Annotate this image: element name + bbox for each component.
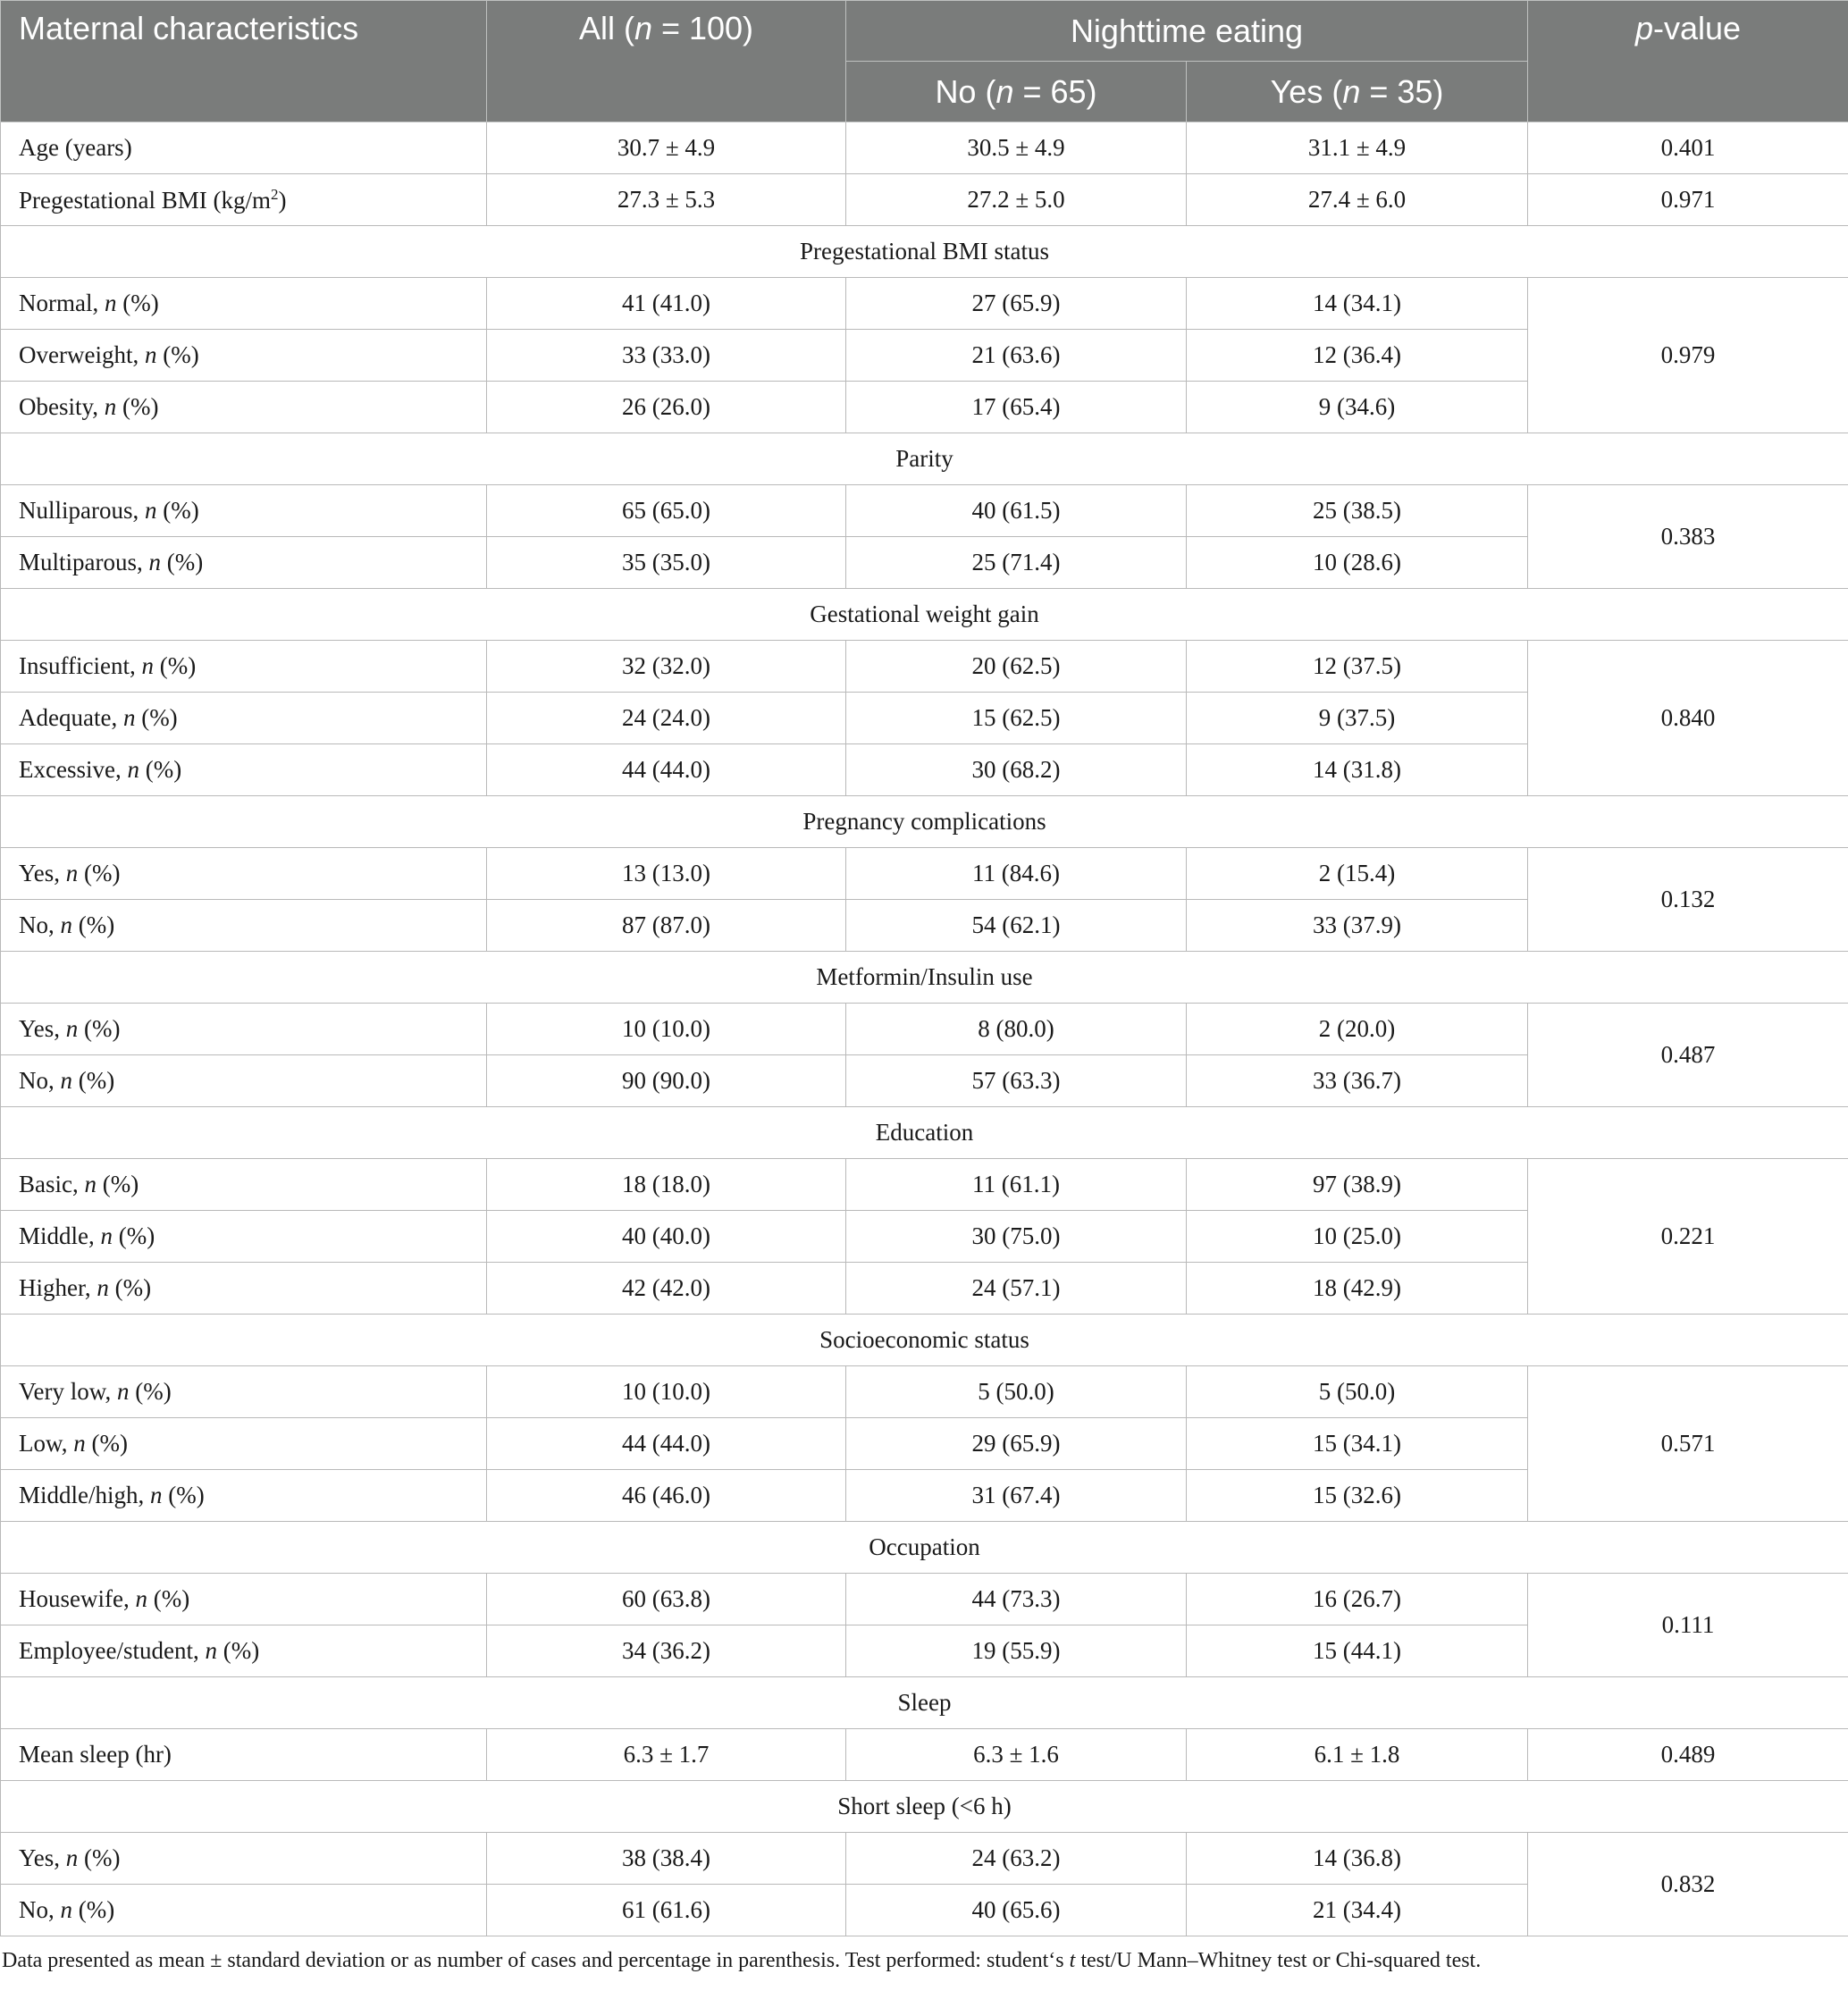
footnote-t: t bbox=[1069, 1949, 1076, 1972]
row-label-text: Yes, bbox=[19, 860, 66, 886]
cell-yes: 31.1 ± 4.9 bbox=[1187, 122, 1528, 174]
section-row bbox=[1, 952, 1848, 1004]
cell-yes: 33 (36.7) bbox=[1187, 1055, 1528, 1107]
cell-p-value: 0.383 bbox=[1528, 485, 1848, 589]
row-label bbox=[1, 744, 487, 796]
row-label-pct: (%) bbox=[147, 1585, 190, 1612]
section-title: Metformin/Insulin use bbox=[1, 952, 1848, 1004]
row-label-n: n bbox=[104, 290, 117, 316]
row-label-text: No, bbox=[19, 1067, 61, 1094]
cell-yes: 6.1 ± 1.8 bbox=[1187, 1729, 1528, 1781]
cell-no: 15 (62.5) bbox=[846, 693, 1187, 744]
table-row bbox=[1, 1833, 1848, 1885]
row-label-n: n bbox=[127, 756, 139, 783]
header-maternal-characteristics: Maternal characteristics bbox=[1, 1, 487, 122]
table-row bbox=[1, 641, 1848, 693]
cell-yes: 14 (31.8) bbox=[1187, 744, 1528, 796]
section-row bbox=[1, 589, 1848, 641]
section-title: Parity bbox=[1, 433, 1848, 485]
cell-yes: 10 (28.6) bbox=[1187, 537, 1528, 589]
row-label-pct: (%) bbox=[156, 497, 199, 524]
row-label-n: n bbox=[97, 1274, 109, 1301]
row-label-n: n bbox=[135, 1585, 147, 1612]
cell-yes: 21 (34.4) bbox=[1187, 1885, 1528, 1936]
row-label-pct: (%) bbox=[129, 1378, 172, 1405]
row-label-n: n bbox=[116, 1378, 130, 1405]
cell-yes: 15 (44.1) bbox=[1187, 1625, 1528, 1677]
cell-p-value: 0.221 bbox=[1528, 1159, 1848, 1315]
row-label bbox=[1, 330, 487, 382]
row-label-text: Adequate, bbox=[19, 704, 123, 731]
cell-yes: 9 (34.6) bbox=[1187, 382, 1528, 433]
section-row bbox=[1, 226, 1848, 278]
table-row bbox=[1, 485, 1848, 537]
table-footnote bbox=[0, 1936, 1848, 1973]
cell-no: 5 (50.0) bbox=[846, 1366, 1187, 1418]
section-title: Pregestational BMI status bbox=[1, 226, 1848, 278]
cell-all: 41 (41.0) bbox=[487, 278, 846, 330]
section-row bbox=[1, 1677, 1848, 1729]
cell-all: 42 (42.0) bbox=[487, 1263, 846, 1315]
row-label-text: Employee/student, bbox=[19, 1637, 206, 1664]
cell-all: 10 (10.0) bbox=[487, 1366, 846, 1418]
section-title: Gestational weight gain bbox=[1, 589, 1848, 641]
row-label bbox=[1, 1055, 487, 1107]
row-label-text: Yes, bbox=[19, 1015, 66, 1042]
cell-all: 90 (90.0) bbox=[487, 1055, 846, 1107]
row-label-pct: (%) bbox=[156, 341, 199, 368]
row-label bbox=[1, 848, 487, 900]
cell-all: 32 (32.0) bbox=[487, 641, 846, 693]
row-label bbox=[1, 900, 487, 952]
row-label-n: n bbox=[60, 911, 72, 938]
cell-yes: 25 (38.5) bbox=[1187, 485, 1528, 537]
cell-all: 34 (36.2) bbox=[487, 1625, 846, 1677]
cell-yes: 33 (37.9) bbox=[1187, 900, 1528, 952]
row-label bbox=[1, 382, 487, 433]
cell-p-value: 0.401 bbox=[1528, 122, 1848, 174]
header-all bbox=[487, 1, 846, 122]
header-row-1 bbox=[1, 1, 1848, 62]
header-p-rest: -value bbox=[1653, 10, 1742, 46]
row-label-pct: (%) bbox=[78, 1844, 121, 1871]
row-label bbox=[1, 641, 487, 693]
cell-no: 29 (65.9) bbox=[846, 1418, 1187, 1470]
row-label-text: Normal, bbox=[19, 290, 105, 316]
row-label-n: n bbox=[60, 1896, 72, 1923]
row-label-pct: (%) bbox=[72, 1067, 115, 1094]
cell-all: 44 (44.0) bbox=[487, 744, 846, 796]
row-label bbox=[1, 1470, 487, 1522]
cell-yes: 12 (37.5) bbox=[1187, 641, 1528, 693]
row-label-text: Middle/high, bbox=[19, 1482, 150, 1508]
cell-p-value: 0.489 bbox=[1528, 1729, 1848, 1781]
cell-no: 20 (62.5) bbox=[846, 641, 1187, 693]
header-p-value bbox=[1528, 1, 1848, 122]
row-label-n: n bbox=[148, 549, 161, 575]
cell-all: 35 (35.0) bbox=[487, 537, 846, 589]
row-label bbox=[1, 1211, 487, 1263]
cell-no: 11 (61.1) bbox=[846, 1159, 1187, 1211]
row-label bbox=[1, 1885, 487, 1936]
cell-all: 24 (24.0) bbox=[487, 693, 846, 744]
cell-p-value: 0.111 bbox=[1528, 1574, 1848, 1677]
row-label bbox=[1, 1366, 487, 1418]
row-label-end: ) bbox=[278, 186, 287, 214]
cell-yes: 2 (15.4) bbox=[1187, 848, 1528, 900]
row-label-text: Basic, bbox=[19, 1171, 85, 1197]
cell-yes: 12 (36.4) bbox=[1187, 330, 1528, 382]
row-label bbox=[1, 174, 487, 226]
row-label bbox=[1, 1833, 487, 1885]
section-row bbox=[1, 1522, 1848, 1574]
row-label-n: n bbox=[104, 393, 117, 420]
cell-no: 11 (84.6) bbox=[846, 848, 1187, 900]
header-no-prefix: No ( bbox=[935, 72, 996, 110]
row-label-n: n bbox=[150, 1482, 163, 1508]
cell-yes: 14 (34.1) bbox=[1187, 278, 1528, 330]
row-label-pct: (%) bbox=[116, 393, 159, 420]
row-label-text: No, bbox=[19, 1896, 61, 1923]
row-label-pct: (%) bbox=[108, 1274, 152, 1301]
section-title: Occupation bbox=[1, 1522, 1848, 1574]
section-title: Pregnancy complications bbox=[1, 796, 1848, 848]
cell-no: 30 (68.2) bbox=[846, 744, 1187, 796]
header-no-suffix: = 65) bbox=[1013, 72, 1097, 110]
row-label-text: Excessive, bbox=[19, 756, 128, 783]
table-row bbox=[1, 122, 1848, 174]
section-row bbox=[1, 1315, 1848, 1366]
row-label-n: n bbox=[65, 1844, 79, 1871]
row-label bbox=[1, 537, 487, 589]
cell-no: 24 (57.1) bbox=[846, 1263, 1187, 1315]
cell-no: 27 (65.9) bbox=[846, 278, 1187, 330]
header-all-suffix: = 100) bbox=[651, 10, 754, 46]
section-title: Socioeconomic status bbox=[1, 1315, 1848, 1366]
cell-no: 31 (67.4) bbox=[846, 1470, 1187, 1522]
row-label-pct: (%) bbox=[85, 1430, 128, 1457]
row-label-text: Obesity, bbox=[19, 393, 105, 420]
row-label bbox=[1, 693, 487, 744]
row-label-n: n bbox=[205, 1637, 217, 1664]
cell-yes: 9 (37.5) bbox=[1187, 693, 1528, 744]
table-row bbox=[1, 1729, 1848, 1781]
table-row bbox=[1, 1004, 1848, 1055]
row-label bbox=[1, 1159, 487, 1211]
row-label: Mean sleep (hr) bbox=[1, 1729, 487, 1781]
row-label-text: Overweight, bbox=[19, 341, 145, 368]
table-row bbox=[1, 848, 1848, 900]
cell-all: 6.3 ± 1.7 bbox=[487, 1729, 846, 1781]
row-label-text: Housewife, bbox=[19, 1585, 136, 1612]
row-label-pct: (%) bbox=[161, 549, 204, 575]
table-row bbox=[1, 1574, 1848, 1625]
row-label-pct: (%) bbox=[72, 1896, 115, 1923]
cell-no: 40 (65.6) bbox=[846, 1885, 1187, 1936]
row-label-pct: (%) bbox=[97, 1171, 139, 1197]
cell-p-value: 0.832 bbox=[1528, 1833, 1848, 1936]
cell-yes: 16 (26.7) bbox=[1187, 1574, 1528, 1625]
table-row bbox=[1, 278, 1848, 330]
cell-all: 40 (40.0) bbox=[487, 1211, 846, 1263]
section-row bbox=[1, 433, 1848, 485]
header-no bbox=[846, 62, 1187, 122]
table-row bbox=[1, 1159, 1848, 1211]
row-label bbox=[1, 1263, 487, 1315]
header-p-italic: p bbox=[1634, 10, 1653, 46]
cell-all: 44 (44.0) bbox=[487, 1418, 846, 1470]
row-label bbox=[1, 1004, 487, 1055]
header-all-n: n bbox=[634, 10, 652, 46]
cell-all: 61 (61.6) bbox=[487, 1885, 846, 1936]
header-yes bbox=[1187, 62, 1528, 122]
row-label-pct: (%) bbox=[162, 1482, 205, 1508]
cell-all: 65 (65.0) bbox=[487, 485, 846, 537]
section-row bbox=[1, 1107, 1848, 1159]
row-label-text: Multiparous, bbox=[19, 549, 149, 575]
row-label bbox=[1, 1418, 487, 1470]
row-label-n: n bbox=[60, 1067, 72, 1094]
row-label-n: n bbox=[73, 1430, 86, 1457]
cell-p-value: 0.487 bbox=[1528, 1004, 1848, 1107]
cell-all: 18 (18.0) bbox=[487, 1159, 846, 1211]
footnote-text-post: test/U Mann–Whitney test or Chi-squared test. bbox=[1075, 1949, 1482, 1972]
cell-yes: 97 (38.9) bbox=[1187, 1159, 1528, 1211]
row-label-pct: (%) bbox=[139, 756, 182, 783]
section-row bbox=[1, 1781, 1848, 1833]
table-row bbox=[1, 174, 1848, 226]
row-label-n: n bbox=[141, 652, 154, 679]
row-label-pct: (%) bbox=[216, 1637, 260, 1664]
row-label-text: No, bbox=[19, 911, 61, 938]
cell-no: 30.5 ± 4.9 bbox=[846, 122, 1187, 174]
row-label-n: n bbox=[122, 704, 136, 731]
cell-no: 24 (63.2) bbox=[846, 1833, 1187, 1885]
cell-no: 6.3 ± 1.6 bbox=[846, 1729, 1187, 1781]
row-label-pct: (%) bbox=[116, 290, 159, 316]
row-label-pct: (%) bbox=[135, 704, 178, 731]
row-label: Age (years) bbox=[1, 122, 487, 174]
table-row bbox=[1, 1366, 1848, 1418]
cell-yes: 15 (32.6) bbox=[1187, 1470, 1528, 1522]
row-label-text: Insufficient, bbox=[19, 652, 142, 679]
row-label-n: n bbox=[100, 1222, 113, 1249]
cell-p-value: 0.979 bbox=[1528, 278, 1848, 433]
cell-no: 19 (55.9) bbox=[846, 1625, 1187, 1677]
cell-all: 60 (63.8) bbox=[487, 1574, 846, 1625]
row-label-n: n bbox=[84, 1171, 97, 1197]
cell-p-value: 0.571 bbox=[1528, 1366, 1848, 1522]
header-no-n: n bbox=[995, 72, 1014, 110]
row-label-text: Pregestational BMI (kg/m bbox=[19, 186, 271, 214]
cell-all: 33 (33.0) bbox=[487, 330, 846, 382]
row-label-n: n bbox=[145, 497, 157, 524]
row-label bbox=[1, 1574, 487, 1625]
cell-p-value: 0.971 bbox=[1528, 174, 1848, 226]
row-label-n: n bbox=[144, 341, 157, 368]
cell-all: 26 (26.0) bbox=[487, 382, 846, 433]
section-title: Education bbox=[1, 1107, 1848, 1159]
cell-all: 38 (38.4) bbox=[487, 1833, 846, 1885]
cell-no: 40 (61.5) bbox=[846, 485, 1187, 537]
cell-yes: 27.4 ± 6.0 bbox=[1187, 174, 1528, 226]
cell-no: 17 (65.4) bbox=[846, 382, 1187, 433]
row-label-pct: (%) bbox=[78, 860, 121, 886]
cell-p-value: 0.840 bbox=[1528, 641, 1848, 796]
cell-all: 10 (10.0) bbox=[487, 1004, 846, 1055]
cell-yes: 5 (50.0) bbox=[1187, 1366, 1528, 1418]
cell-no: 27.2 ± 5.0 bbox=[846, 174, 1187, 226]
header-yes-prefix: Yes ( bbox=[1270, 72, 1343, 110]
header-yes-n: n bbox=[1342, 72, 1361, 110]
row-label bbox=[1, 1625, 487, 1677]
cell-all: 27.3 ± 5.3 bbox=[487, 174, 846, 226]
row-label-n: n bbox=[65, 1015, 79, 1042]
cell-no: 54 (62.1) bbox=[846, 900, 1187, 952]
section-row bbox=[1, 796, 1848, 848]
header-nighttime-eating: Nighttime eating bbox=[846, 1, 1528, 62]
row-label bbox=[1, 278, 487, 330]
row-label-text: Middle, bbox=[19, 1222, 101, 1249]
table-header bbox=[1, 1, 1848, 122]
cell-no: 25 (71.4) bbox=[846, 537, 1187, 589]
cell-yes: 18 (42.9) bbox=[1187, 1263, 1528, 1315]
cell-yes: 2 (20.0) bbox=[1187, 1004, 1528, 1055]
row-label-sup: 2 bbox=[270, 185, 279, 203]
cell-no: 8 (80.0) bbox=[846, 1004, 1187, 1055]
footnote-text-pre: Data presented as mean ± standard deviation or as number of cases and percentage in parenthesis. Test performed: student‘s bbox=[2, 1949, 1070, 1972]
row-label-text: Yes, bbox=[19, 1844, 66, 1871]
row-label-pct: (%) bbox=[72, 911, 115, 938]
cell-yes: 10 (25.0) bbox=[1187, 1211, 1528, 1263]
table-body bbox=[1, 122, 1848, 1936]
cell-yes: 14 (36.8) bbox=[1187, 1833, 1528, 1885]
row-label-text: Low, bbox=[19, 1430, 74, 1457]
cell-all: 46 (46.0) bbox=[487, 1470, 846, 1522]
header-yes-suffix: = 35) bbox=[1360, 72, 1444, 110]
cell-no: 30 (75.0) bbox=[846, 1211, 1187, 1263]
cell-no: 44 (73.3) bbox=[846, 1574, 1187, 1625]
section-title: Short sleep (<6 h) bbox=[1, 1781, 1848, 1833]
cell-yes: 15 (34.1) bbox=[1187, 1418, 1528, 1470]
cell-all: 87 (87.0) bbox=[487, 900, 846, 952]
row-label-text: Very low, bbox=[19, 1378, 117, 1405]
cell-no: 57 (63.3) bbox=[846, 1055, 1187, 1107]
section-title: Sleep bbox=[1, 1677, 1848, 1729]
cell-p-value: 0.132 bbox=[1528, 848, 1848, 952]
row-label-pct: (%) bbox=[153, 652, 197, 679]
row-label-pct: (%) bbox=[113, 1222, 155, 1249]
header-all-prefix: All ( bbox=[578, 10, 634, 46]
cell-all: 13 (13.0) bbox=[487, 848, 846, 900]
cell-no: 21 (63.6) bbox=[846, 330, 1187, 382]
row-label-text: Nulliparous, bbox=[19, 497, 145, 524]
row-label-text: Higher, bbox=[19, 1274, 97, 1301]
cell-all: 30.7 ± 4.9 bbox=[487, 122, 846, 174]
row-label-n: n bbox=[65, 860, 79, 886]
row-label bbox=[1, 485, 487, 537]
row-label-pct: (%) bbox=[78, 1015, 121, 1042]
